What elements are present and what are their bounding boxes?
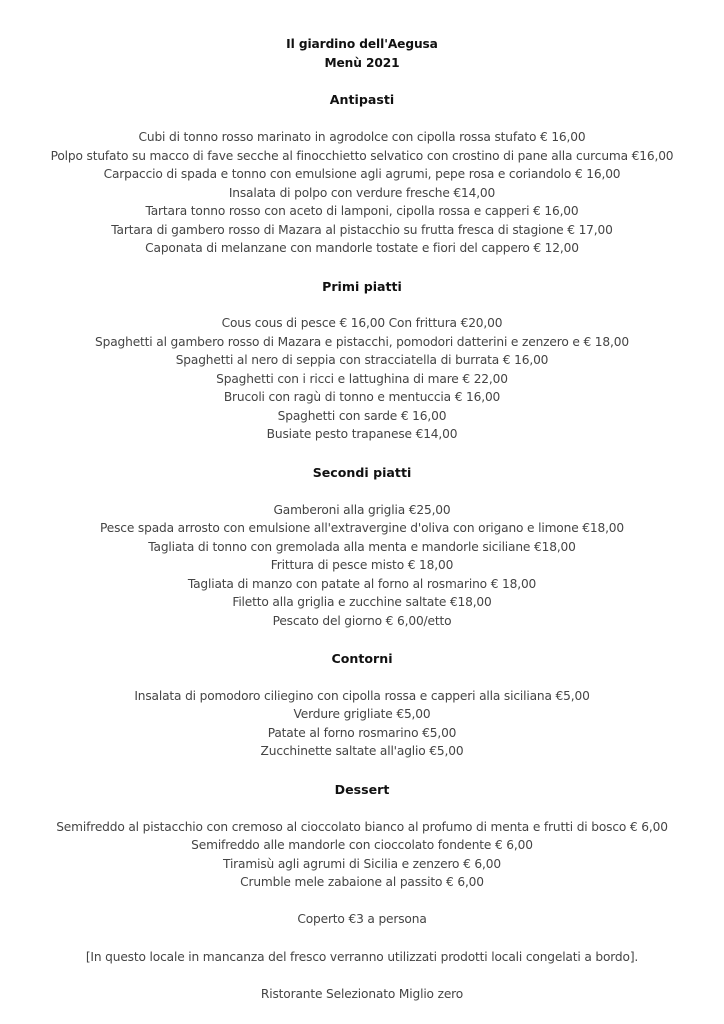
menu-item: Tartara tonno rosso con aceto di lamponi, cipolla rossa e capperi € 16,00 xyxy=(145,204,579,218)
section-heading-secondi-piatti: Secondi piatti xyxy=(312,465,412,480)
menu-item: Pesce spada arrosto con emulsione all'extravergine d'oliva con origano e limone €18,00 xyxy=(99,521,625,535)
section-heading-dessert: Dessert xyxy=(334,782,390,797)
cover-charge: Coperto €3 a persona xyxy=(297,912,427,926)
section-heading-primi-piatti: Primi piatti xyxy=(322,279,402,294)
menu-item: Tagliata di manzo con patate al forno al rosmarino € 18,00 xyxy=(187,577,537,591)
menu-item: Verdure grigliate €5,00 xyxy=(293,707,431,721)
menu-item: Spaghetti al nero di seppia con stracciatella di burrata € 16,00 xyxy=(175,353,549,367)
menu-item: Cubi di tonno rosso marinato in agrodolce con cipolla rossa stufato € 16,00 xyxy=(138,130,586,144)
section-heading-contorni: Contorni xyxy=(331,651,393,666)
certification-note: Ristorante Selezionato Miglio zero xyxy=(260,987,464,1001)
menu-item: Gamberoni alla griglia €25,00 xyxy=(273,503,451,517)
menu-item: Polpo stufato su macco di fave secche al finocchietto selvatico con crostino di pane alla curcuma €16,00 xyxy=(50,149,674,163)
menu-item: Spaghetti con sarde € 16,00 xyxy=(277,409,447,423)
menu-item: Spaghetti al gambero rosso di Mazara e pistacchi, pomodori datterini e zenzero e € 18,00 xyxy=(95,335,629,349)
menu-item: Carpaccio di spada e tonno con emulsione agli agrumi, pepe rosa e coriandolo € 16,00 xyxy=(103,167,621,181)
menu-item: Cous cous di pesce € 16,00 Con frittura €20,00 xyxy=(221,316,503,330)
menu-item: Brucoli con ragù di tonno e mentuccia € 16,00 xyxy=(223,390,501,404)
menu-item: Pescato del giorno € 6,00/etto xyxy=(272,614,452,628)
menu-item: Insalata di pomodoro ciliegino con cipolla rossa e capperi alla siciliana €5,00 xyxy=(134,689,590,703)
menu-item: Tiramisù agli agrumi di Sicilia e zenzero € 6,00 xyxy=(223,857,501,871)
menu-item: Insalata di polpo con verdure fresche €14,00 xyxy=(228,186,496,200)
menu-item: Semifreddo al pistacchio con cremoso al cioccolato bianco al profumo di menta e frutti di bosco € 6,00 xyxy=(56,820,668,834)
menu-item: Tartara di gambero rosso di Mazara al pistacchio su frutta fresca di stagione € 17,00 xyxy=(111,223,613,237)
menu-item: Tagliata di tonno con gremolada alla menta e mandorle siciliane €18,00 xyxy=(148,540,576,554)
section-heading-antipasti: Antipasti xyxy=(329,92,395,107)
menu-item: Crumble mele zabaione al passito € 6,00 xyxy=(240,875,484,889)
menu-item: Patate al forno rosmarino €5,00 xyxy=(267,726,457,740)
menu-item: Semifreddo alle mandorle con cioccolato fondente € 6,00 xyxy=(191,838,533,852)
menu-item: Zucchinette saltate all'aglio €5,00 xyxy=(260,744,464,758)
menu-item: Busiate pesto trapanese €14,00 xyxy=(266,427,458,441)
menu-item: Spaghetti con i ricci e lattughina di mare € 22,00 xyxy=(216,372,508,386)
frozen-products-notice: [In questo locale in mancanza del fresco verranno utilizzati prodotti locali congelati a bordo]. xyxy=(85,950,639,964)
menu-item: Frittura di pesce misto € 18,00 xyxy=(270,558,454,572)
menu-title: Menù 2021 xyxy=(324,56,400,70)
restaurant-name: Il giardino dell'Aegusa xyxy=(286,37,438,51)
menu-item: Caponata di melanzane con mandorle tostate e fiori del cappero € 12,00 xyxy=(145,241,579,255)
menu-item: Filetto alla griglia e zucchine saltate €18,00 xyxy=(232,595,492,609)
